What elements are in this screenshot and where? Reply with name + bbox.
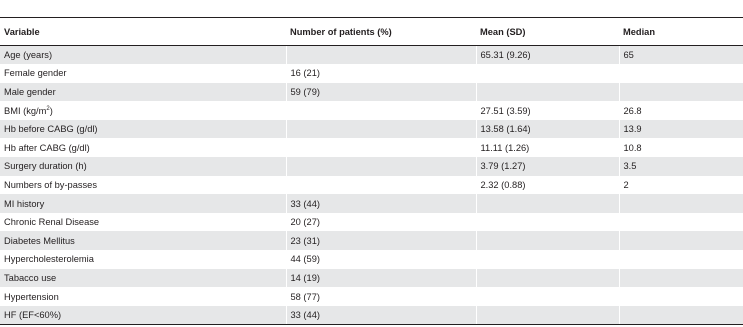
- table-header: [0, 18, 743, 46]
- mean-sd-cell: [476, 250, 619, 269]
- table-row: [0, 231, 743, 250]
- variable-cell: Age (years): [0, 46, 286, 65]
- table-row: [0, 120, 743, 139]
- table-row: [0, 287, 743, 306]
- number-of-patients-cell: 20 (27): [286, 213, 476, 232]
- number-of-patients-cell: 44 (59): [286, 250, 476, 269]
- table-row: [0, 157, 743, 176]
- mean-sd-cell: [476, 194, 619, 213]
- header-variable: Variable: [0, 18, 286, 46]
- mean-sd-cell: [476, 231, 619, 250]
- median-cell: [619, 83, 743, 102]
- mean-sd-cell: 65.31 (9.26): [476, 46, 619, 65]
- variable-suffix: ): [49, 105, 53, 116]
- median-cell: [619, 287, 743, 306]
- variable-cell: Hb after CABG (g/dl): [0, 138, 286, 157]
- table-row: [0, 101, 743, 120]
- median-cell: 10.8: [623, 142, 642, 153]
- number-of-patients-cell: 16 (21): [286, 64, 476, 83]
- variable-superscript: 2: [46, 105, 50, 112]
- median-cell: [619, 250, 743, 269]
- variable-text: BMI (kg/m: [4, 105, 47, 116]
- variable-cell: Chronic Renal Disease: [0, 213, 286, 232]
- median-cell: [619, 213, 743, 232]
- variable-cell: [0, 101, 286, 120]
- variable-cell: HF (EF<60%): [0, 306, 286, 325]
- header-row: [0, 18, 743, 46]
- mean-sd-cell: 27.51 (3.59): [476, 101, 619, 120]
- median-cell: 65: [623, 50, 634, 61]
- number-of-patients-cell: [286, 138, 476, 157]
- mean-sd-cell: 13.58 (1.64): [476, 120, 619, 139]
- mean-sd-cell: 11.11 (1.26): [476, 138, 619, 157]
- number-of-patients-cell: 23 (31): [286, 231, 476, 250]
- patient-characteristics-table: [0, 17, 743, 325]
- median-cell: 26.8: [623, 105, 642, 116]
- median-cell: 3.5: [623, 161, 637, 172]
- variable-cell: Diabetes Mellitus: [0, 231, 286, 250]
- number-of-patients-cell: 58 (77): [286, 287, 476, 306]
- mean-sd-cell: [476, 213, 619, 232]
- variable-cell: Tabacco use: [0, 269, 286, 288]
- mean-sd-cell: [476, 269, 619, 288]
- table-row: [0, 46, 743, 65]
- header-number-of-patients: Number of patients (%): [286, 18, 476, 46]
- variable-cell: Hb before CABG (g/dl): [0, 120, 286, 139]
- median-cell: [619, 64, 743, 83]
- table-row: [0, 306, 743, 325]
- mean-sd-cell: 3.79 (1.27): [476, 157, 619, 176]
- number-of-patients-cell: 33 (44): [286, 194, 476, 213]
- table-row: [0, 176, 743, 195]
- mean-sd-cell: [476, 287, 619, 306]
- header-mean-sd: Mean (SD): [476, 18, 619, 46]
- median-cell: 2: [623, 179, 629, 190]
- number-of-patients-cell: [286, 101, 476, 120]
- number-of-patients-cell: 14 (19): [286, 269, 476, 288]
- mean-sd-cell: [476, 83, 619, 102]
- mean-sd-cell: [476, 64, 619, 83]
- median-cell: [619, 194, 743, 213]
- mean-sd-cell: [476, 306, 619, 325]
- number-of-patients-cell: [286, 157, 476, 176]
- variable-cell: MI history: [0, 194, 286, 213]
- table-row: [0, 213, 743, 232]
- variable-cell: Hypertension: [0, 287, 286, 306]
- number-of-patients-cell: 59 (79): [286, 83, 476, 102]
- header-median: Median: [619, 18, 743, 46]
- number-of-patients-cell: [286, 46, 476, 65]
- mean-sd-cell: 2.32 (0.88): [476, 176, 619, 195]
- variable-cell: Numbers of by-passes: [0, 176, 286, 195]
- table-row: [0, 138, 743, 157]
- table-row: [0, 269, 743, 288]
- table-row: [0, 64, 743, 83]
- median-cell: [619, 306, 743, 325]
- variable-cell: Male gender: [0, 83, 286, 102]
- variable-cell: Hypercholesterolemia: [0, 250, 286, 269]
- table-body: [0, 46, 743, 325]
- median-cell: 13.9: [623, 124, 642, 135]
- number-of-patients-cell: 33 (44): [286, 306, 476, 325]
- table-row: [0, 194, 743, 213]
- number-of-patients-cell: [286, 120, 476, 139]
- variable-cell: Surgery duration (h): [0, 157, 286, 176]
- table-row: [0, 83, 743, 102]
- median-cell: [619, 231, 743, 250]
- table-row: [0, 250, 743, 269]
- variable-cell: Female gender: [0, 64, 286, 83]
- number-of-patients-cell: [286, 176, 476, 195]
- median-cell: [619, 269, 743, 288]
